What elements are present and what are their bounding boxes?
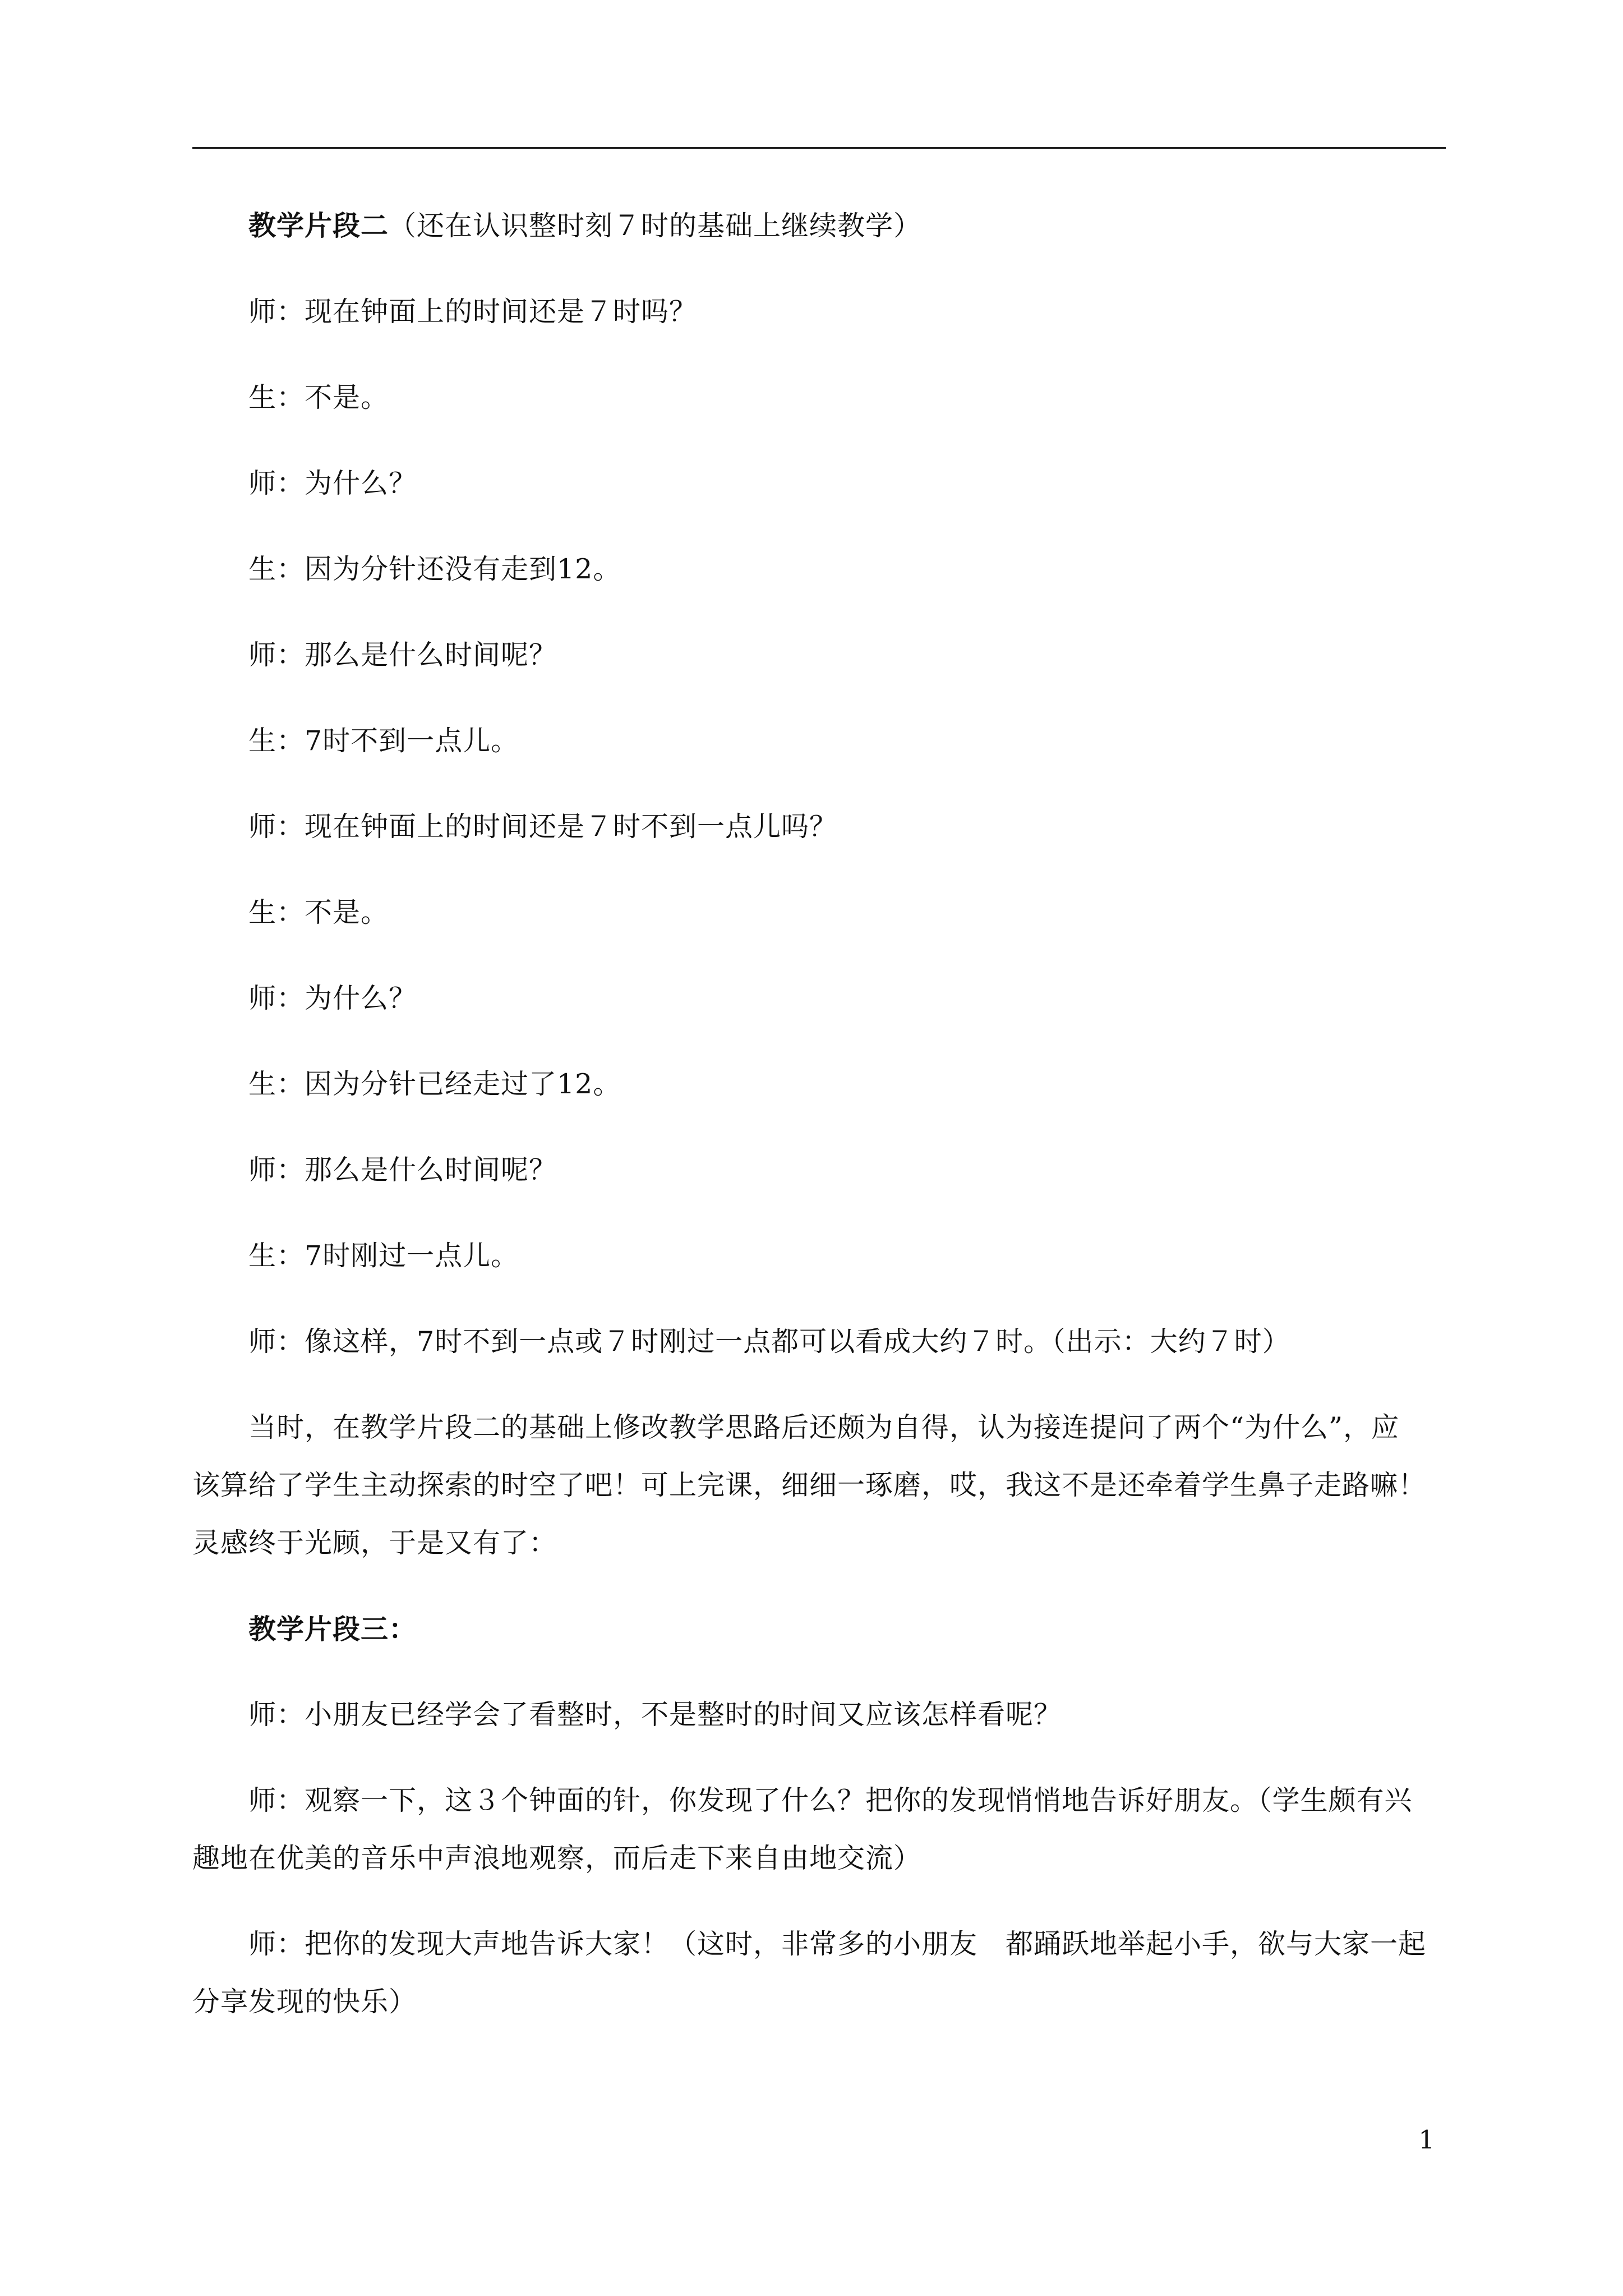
dialogue-line: 师：小朋友已经学会了看整时，不是整时的时间又应该怎样看呢？ (248, 1699, 1062, 1731)
reflection-line: 灵感终于光顾，于是又有了： (192, 1527, 557, 1559)
dialogue-line: 生：不是。 (248, 381, 389, 413)
document-body (192, 209, 1446, 2019)
dialogue-line: 师：那么是什么时间呢？ (248, 639, 557, 671)
dialogue-line: 师：为什么？ (248, 467, 417, 499)
section-2-title: 教学片段二 (248, 209, 389, 242)
dialogue-line: 趣地在优美的音乐中声浪地观察，而后走下来自由地交流） (192, 1842, 922, 1874)
dialogue-line: 师：为什么？ (248, 982, 417, 1014)
dialogue-line: 师：现在钟面上的时间还是７时不到一点儿吗？ (248, 811, 838, 843)
header-rule (192, 147, 1446, 149)
dialogue-line: 师：像这样，7时不到一点或７时刚过一点都可以看成大约７时。（出示：大约７时） (248, 1326, 1290, 1358)
dialogue-line: 师：观察一下，这３个钟面的针，你发现了什么？把你的发现悄悄地告诉好朋友。（学生颇有兴 (248, 1784, 1413, 1816)
dialogue-line: 师：那么是什么时间呢？ (248, 1154, 557, 1186)
dialogue-line: 师：把你的发现大声地告诉大家！（这时，非常多的小朋友 都踊跃地举起小手，欲与大家一起 (248, 1928, 1427, 1960)
share-paragraph (192, 1927, 1446, 2019)
page-number: 1 (1418, 2125, 1435, 2155)
dialogue-line: 分享发现的快乐） (192, 1986, 417, 2018)
section-3-heading: 教学片段三： (248, 1613, 417, 1645)
reflection-line: 当时，在教学片段二的基础上修改教学思路后还颇为自得，认为接连提问了两个“为什么”，应 (248, 1411, 1400, 1443)
dialogue-line: 生：因为分针还没有走到12。 (248, 553, 621, 585)
section-2-heading (192, 209, 1446, 243)
reflection-paragraph (192, 1411, 1446, 1560)
dialogue-line: 生：因为分针已经走过了12。 (248, 1068, 621, 1100)
section-2-note: （还在认识整时刻７时的基础上继续教学） (389, 210, 922, 242)
reflection-line: 该算给了学生主动探索的时空了吧！可上完课，细细一琢磨，哎，我这不是还牵着学生鼻子走路嘛！ (192, 1469, 1427, 1501)
observation-paragraph (192, 1784, 1446, 1875)
dialogue-line: 生：7时不到一点儿。 (248, 725, 519, 757)
dialogue-line: 师：现在钟面上的时间还是７时吗？ (248, 296, 698, 328)
dialogue-line: 生：7时刚过一点儿。 (248, 1240, 519, 1272)
dialogue-line: 生：不是。 (248, 896, 389, 928)
